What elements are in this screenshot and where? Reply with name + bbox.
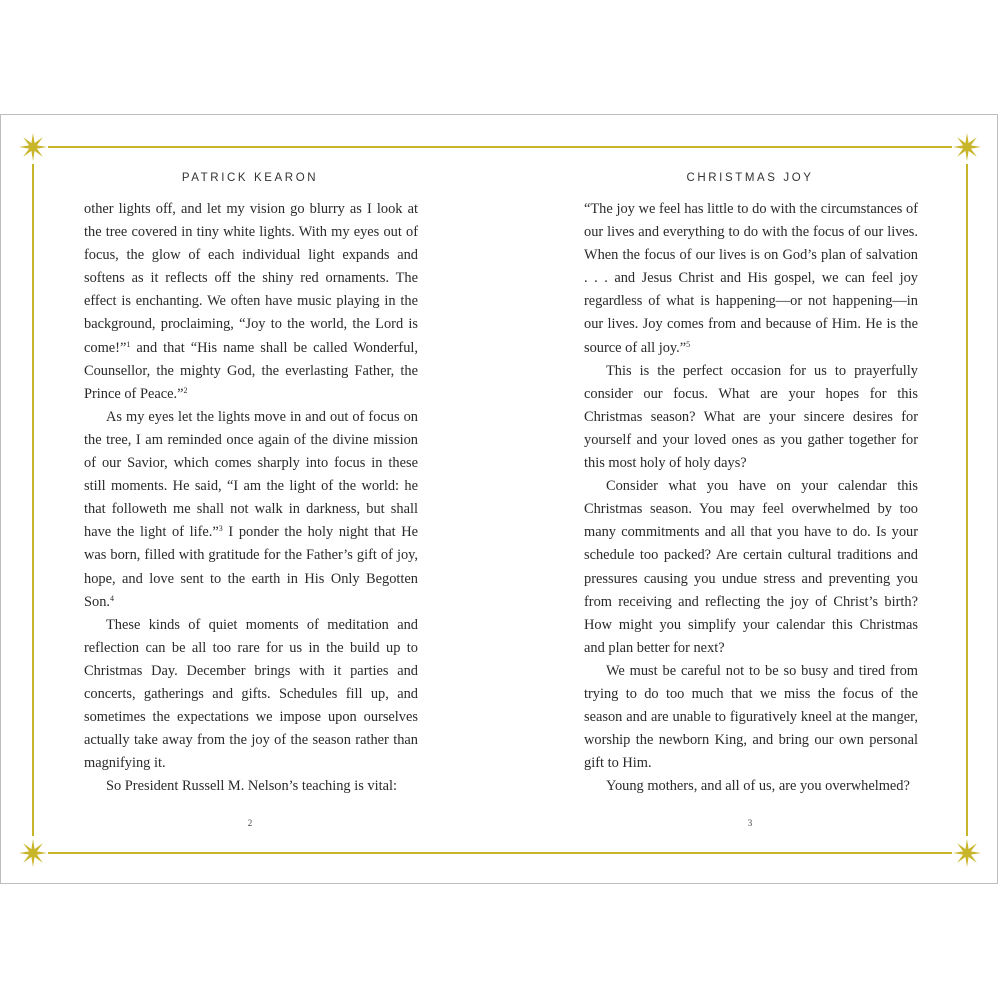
paragraph: [84, 775, 418, 798]
text-run: These kinds of quiet moments of meditation and reflection can be all too rare for us in the build up to Christmas Day. December brings with it parties and concerts, gatherings and gifts. Schedules fill up, and sometimes the expectations we impose upon ourselves actually take away from the joy of the season rather than magnifying it.: [84, 616, 418, 772]
footnote-marker: 5: [686, 339, 691, 349]
text-run: I ponder the holy night that He was born, filled with gratitude for the Father’s gift of joy, hope, and love sent to the earth in His Only Begotten Son.: [84, 524, 419, 610]
text-run: other lights off, and let my vision go blurry as I look at the tree covered in tiny white lights. With my eyes out of focus, the glow of each individual light expands and softens as it reflects off the shiny red ornaments. The effect is enchanting. We often have music playing in the background, proclaiming, “Joy to the world, the Lord is come!”: [84, 201, 418, 356]
footnote-marker: 4: [110, 593, 114, 603]
paragraph: [584, 360, 918, 475]
text-run: Young mothers, and all of us, are you overwhelmed?: [606, 778, 910, 795]
frame-right-line: [966, 164, 968, 836]
left-running-header: PATRICK KEARON: [181, 172, 319, 184]
right-page-number: 3: [747, 818, 753, 828]
right-running-header: CHRISTMAS JOY: [686, 172, 814, 184]
left-page-number: 2: [247, 818, 253, 828]
text-run: As my eyes let the lights move in and out of focus on the tree, I am reminded once again of the divine mission of our Savior, which comes sharply into focus in these still moments. He said, “I am the light of the world: he that followeth me shall not walk in darkness, but shall have the light of life.”: [84, 408, 418, 541]
paragraph: [584, 475, 918, 660]
star-icon: [18, 838, 48, 868]
footnote-marker: 2: [183, 385, 188, 395]
right-page-text: [584, 198, 918, 798]
paragraph: [84, 614, 418, 776]
text-run: and that “His name shall be called Wonderful, Counsellor, the mighty God, the everlasting Father, the Prince of Peace.”: [84, 339, 418, 402]
frame-bottom-line: [48, 852, 952, 854]
text-run: This is the perfect occasion for us to prayerfully consider our focus. What are your hopes for this Christmas season? What are your sincere desires for yourself and your loved ones as you gather together for this most holy of holy days?: [584, 362, 918, 472]
frame-left-line: [32, 164, 34, 836]
paragraph: [584, 198, 918, 360]
paragraph: [584, 660, 918, 775]
star-icon: [952, 838, 982, 868]
footnote-marker: 3: [218, 524, 223, 534]
frame-top-line: [48, 146, 952, 148]
footnote-marker: 1: [126, 339, 131, 349]
text-run: “The joy we feel has little to do with the circumstances of our lives and everything to do with the focus of our lives. When the focus of our lives is on God’s plan of salvation . . . and Jesus Christ and His gospel, we can feel joy regardless of what is happening—or not happening—in our lives. Joy comes from and because of Him. He is the source of all joy.”: [584, 201, 918, 356]
paragraph: [84, 198, 418, 406]
text-run: So President Russell M. Nelson’s teaching is vital:: [106, 778, 397, 795]
star-icon: [18, 132, 48, 162]
paragraph: [84, 406, 418, 614]
star-icon: [952, 132, 982, 162]
paragraph: [584, 775, 918, 798]
left-page-text: [84, 198, 418, 798]
text-run: Consider what you have on your calendar this Christmas season. You may feel overwhelmed by too many commitments and all that you have to do. Is your schedule too packed? Are certain cultural traditions and pressures causing you undue stress and preventing you from receiving and reflecting the joy of Christ’s birth? How might you simplify your calendar this Christmas and plan better for next?: [584, 478, 918, 656]
text-run: We must be careful not to be so busy and tired from trying to do too much that we miss the focus of the season and are unable to figuratively kneel at the manger, worship the newborn King, and bring our own personal gift to Him.: [584, 662, 918, 772]
